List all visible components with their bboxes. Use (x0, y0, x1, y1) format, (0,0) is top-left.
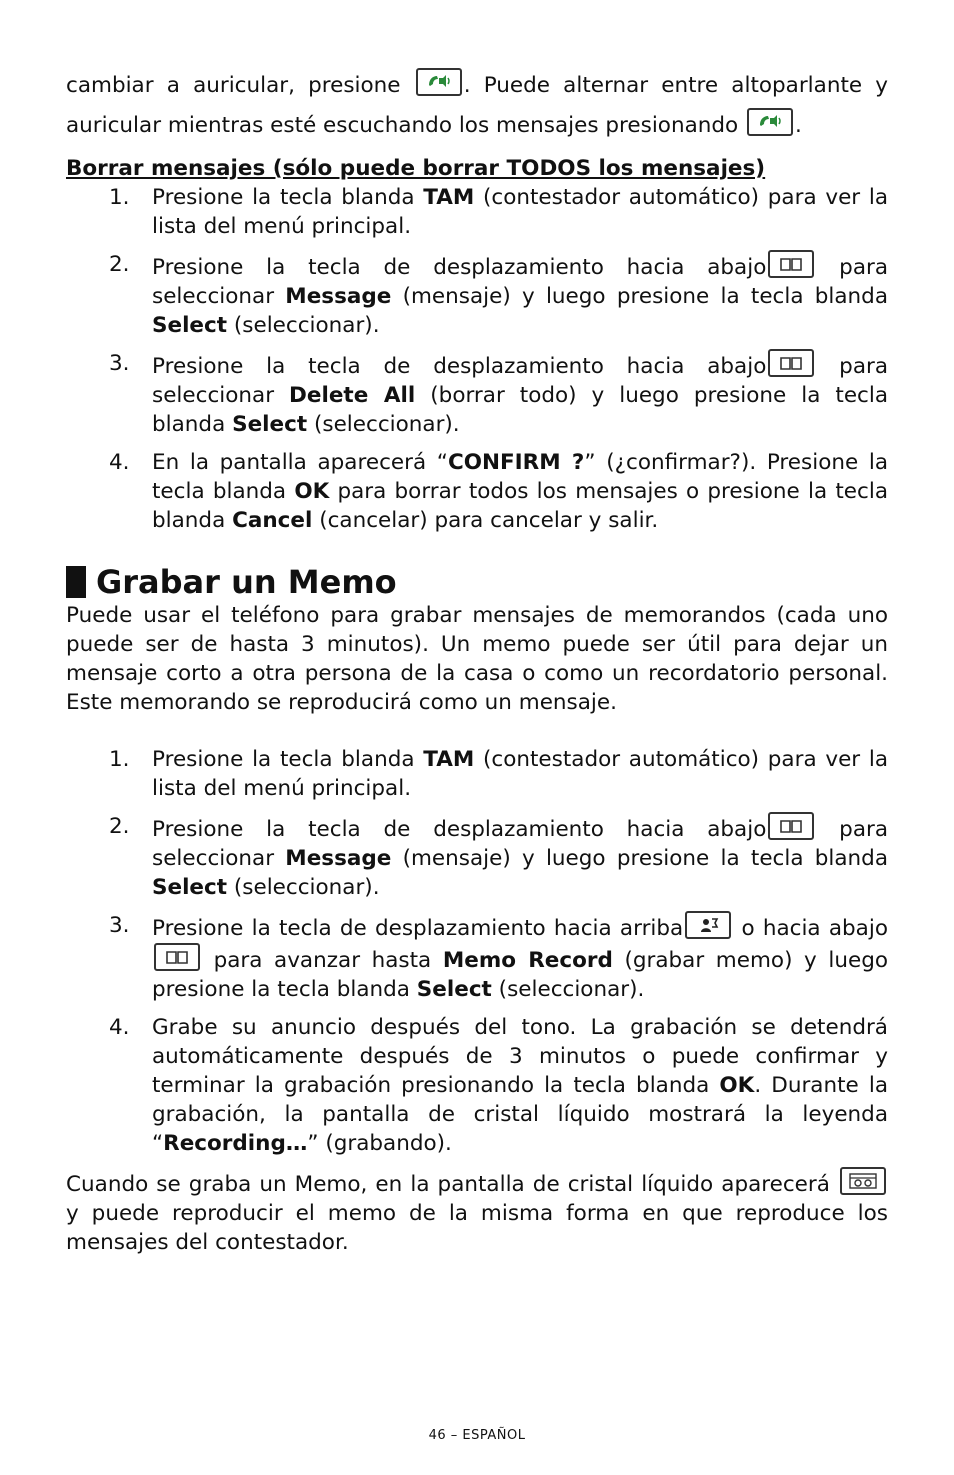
speakerphone-key-icon (747, 108, 793, 136)
intro-text-3: . (795, 113, 802, 138)
list-item: 4. Grabe su anuncio después del tono. La grabación se detendrá automáticamente después de 3 minutos o puede confirmar y terminar la grabación presionando la tecla blanda OK. Durante la grabación, la pantalla de cristal líquido mostrará la leyenda “Recording…” (grabando). (109, 1015, 889, 1156)
delete-section-title: Borrar mensajes (sólo puede borrar TODOS los mensajes) (66, 156, 766, 181)
list-item: 3. Presione la tecla de desplazamiento hacia arriba o hacia abajo para avanzar hasta Memo Record (grabar memo) y luego presione la tecla blanda Select (seleccionar). (109, 913, 888, 1002)
heading-bar-icon (66, 566, 86, 598)
memo-closing-paragraph: Cuando se graba un Memo, en la pantalla de cristal líquido aparecerá y puede reproducir el memo de la misma forma en que reproduce los mensajes del contestador. (66, 1167, 888, 1257)
memo-steps-list (66, 745, 888, 1158)
memo-intro-paragraph: Puede usar el teléfono para grabar mensajes de memorandos (cada uno puede ser de hasta 3 minutos). Un memo puede ser útil para dejar un mensaje corto a otra persona de la casa o como un recordatorio personal. Este memorando se reproducirá como un mensaje. (66, 603, 888, 715)
intro-paragraph (66, 66, 888, 146)
list-item: 2. Presione la tecla de desplazamiento hacia abajo para seleccionar Message (mensaje) y luego presione la tecla blanda Select (seleccionar). (109, 252, 889, 338)
scroll-down-key-icon (768, 812, 814, 840)
scroll-up-key-icon (685, 911, 731, 939)
scroll-down-key-icon (154, 943, 200, 971)
intro-text-1: cambiar a auricular, presione (66, 73, 401, 98)
list-item: 1. Presione la tecla blanda TAM (contestador automático) para ver la lista del menú principal. (109, 185, 888, 239)
scroll-down-key-icon (768, 250, 814, 278)
list-item: 1. Presione la tecla blanda TAM (contestador automático) para ver la lista del menú principal. (109, 747, 888, 801)
list-item: 2. Presione la tecla de desplazamiento hacia abajo para seleccionar Message (mensaje) y luego presione la tecla blanda Select (seleccionar). (109, 814, 889, 900)
list-item: 4. En la pantalla aparecerá “CONFIRM ?” (¿confirmar?). Presione la tecla blanda OK para borrar todos los mensajes o presione la tecla blanda Cancel (cancelar) para cancelar y salir. (109, 450, 888, 533)
scroll-down-key-icon (768, 349, 814, 377)
list-item: 3. Presione la tecla de desplazamiento hacia abajo para seleccionar Delete All (borrar todo) y luego presione la tecla blanda Select (seleccionar). (109, 351, 889, 437)
intro-text-2: . Puede alternar entre altoparlante y auricular mientras esté escuchando los mensajes presionando (66, 73, 889, 138)
page-footer: 46 – ESPAÑOL (428, 1428, 526, 1443)
memo-tape-icon (840, 1167, 886, 1195)
speakerphone-key-icon (416, 68, 462, 96)
delete-steps-list (66, 183, 888, 535)
memo-section-title: Grabar un Memo (66, 563, 888, 601)
